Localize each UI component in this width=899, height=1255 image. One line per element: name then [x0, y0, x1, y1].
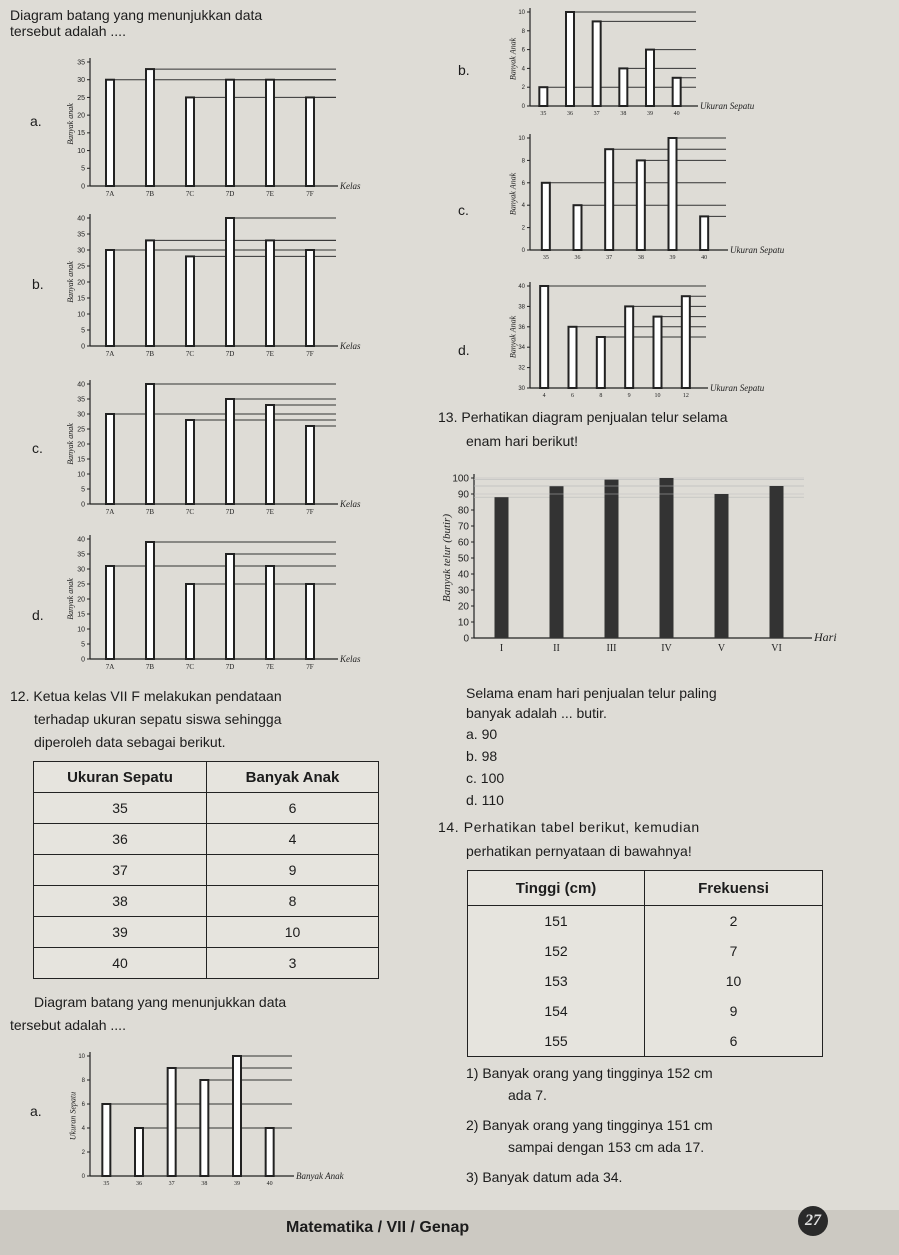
y-tick-label: 15 — [77, 130, 85, 138]
bar — [306, 584, 314, 659]
x-tick-label: 7A — [105, 190, 115, 198]
bar — [135, 1128, 143, 1176]
y-tick-label: 0 — [463, 633, 469, 645]
chart-svg — [428, 458, 837, 668]
bar — [539, 87, 547, 106]
q14-statement-3-line1: 3) Banyak datum ada 34. — [466, 1169, 623, 1185]
q13-option-c[interactable]: c. 100 — [466, 770, 505, 786]
x-tick-label: 39 — [234, 1181, 240, 1187]
y-tick-label: 10 — [77, 626, 85, 634]
x-tick-label: 35 — [540, 111, 547, 117]
x-tick-label: 7F — [306, 508, 314, 516]
table-cell: 7 — [645, 936, 823, 966]
y-tick-label: 25 — [77, 263, 85, 271]
table-cell: 152 — [468, 936, 645, 966]
bar — [495, 497, 509, 638]
x-axis-label: Ukuran Sepatu — [710, 383, 765, 393]
q11-option-c-label[interactable]: c. — [32, 440, 43, 456]
q14-table — [467, 870, 823, 1057]
y-tick-label: 100 — [452, 473, 469, 485]
q12-table-header: Banyak Anak — [207, 762, 379, 793]
table-row — [34, 793, 379, 824]
chart-svg — [490, 6, 810, 121]
y-axis-label: Banyak Anak — [508, 37, 518, 81]
x-tick-label: 38 — [201, 1181, 208, 1187]
y-tick-label: 32 — [518, 365, 525, 372]
q12-text-line2: terhadap ukuran sepatu siswa sehingga — [34, 711, 282, 727]
y-tick-label: 2 — [521, 85, 525, 92]
bar — [266, 1128, 274, 1176]
x-tick-label: 7F — [306, 350, 314, 358]
bar — [186, 420, 194, 504]
x-tick-label: 6 — [571, 393, 574, 399]
bar — [542, 183, 550, 250]
table-cell: 10 — [645, 966, 823, 996]
q12-option-b-label[interactable]: b. — [458, 62, 470, 78]
y-tick-label: 50 — [457, 553, 469, 565]
y-tick-label: 0 — [521, 104, 525, 110]
table-cell: 154 — [468, 996, 645, 1026]
bar — [637, 160, 645, 250]
bar — [226, 80, 234, 186]
table-row — [34, 855, 379, 886]
x-tick-label: 7A — [105, 350, 115, 358]
chart-svg — [490, 280, 820, 400]
x-axis-label: Banyak Anak — [296, 1171, 344, 1181]
y-tick-label: 15 — [77, 456, 85, 464]
y-tick-label: 40 — [77, 381, 85, 389]
x-tick-label: II — [553, 643, 560, 654]
x-axis-label: Ukuran Sepatu — [700, 101, 755, 111]
y-tick-label: 40 — [77, 536, 85, 544]
y-tick-label: 10 — [518, 136, 525, 142]
q13-question-line1: Selama enam hari penjualan telur paling — [466, 685, 717, 701]
q11-option-a-label[interactable]: a. — [30, 113, 42, 129]
x-tick-label: 7C — [185, 350, 195, 358]
y-tick-label: 4 — [521, 203, 525, 210]
q11-option-c-chart — [60, 378, 390, 523]
bar — [619, 68, 627, 106]
y-tick-label: 4 — [81, 1126, 85, 1132]
y-tick-label: 25 — [77, 426, 85, 434]
y-tick-label: 35 — [77, 396, 85, 404]
q13-text-line2: enam hari berikut! — [466, 433, 579, 449]
y-tick-label: 10 — [77, 147, 85, 155]
y-tick-label: 0 — [81, 656, 85, 664]
y-tick-label: 0 — [81, 183, 85, 191]
q14-statement-1-line1: 1) Banyak orang yang tingginya 152 cm — [466, 1065, 713, 1081]
bar — [266, 566, 274, 659]
x-tick-label: 7D — [225, 190, 235, 198]
table-row — [34, 948, 379, 979]
y-tick-label: 15 — [77, 611, 85, 619]
bar — [660, 478, 674, 638]
bar — [168, 1068, 176, 1176]
x-tick-label: 38 — [637, 255, 644, 261]
bar — [226, 218, 234, 346]
y-tick-label: 0 — [81, 1174, 85, 1180]
chart-svg — [60, 533, 390, 678]
page-number: 27 — [798, 1206, 828, 1236]
q12-table — [33, 761, 379, 979]
x-tick-label: 40 — [701, 255, 708, 261]
x-tick-label: 39 — [647, 111, 653, 117]
bar — [574, 205, 582, 250]
bar — [106, 250, 114, 346]
bar — [106, 414, 114, 504]
q12-option-c-label[interactable]: c. — [458, 202, 469, 218]
q11-option-d-chart — [60, 533, 390, 678]
y-tick-label: 30 — [77, 77, 85, 85]
q13-option-a[interactable]: a. 90 — [466, 726, 498, 742]
x-tick-label: IV — [661, 643, 672, 654]
bar — [186, 256, 194, 346]
bar — [550, 486, 564, 638]
x-tick-label: 37 — [593, 111, 600, 117]
table-row — [34, 824, 379, 855]
bar — [593, 21, 601, 106]
table-row — [468, 966, 823, 996]
y-tick-label: 60 — [457, 537, 469, 549]
y-tick-label: 90 — [457, 489, 469, 501]
q13-option-d[interactable]: d. 110 — [466, 792, 504, 808]
x-tick-label: 7B — [145, 190, 155, 198]
y-tick-label: 20 — [457, 601, 469, 613]
q11-intro-line2: tersebut adalah .... — [10, 23, 126, 39]
y-tick-label: 0 — [521, 248, 525, 254]
bar — [146, 69, 154, 186]
table-row — [468, 936, 823, 966]
y-tick-label: 20 — [77, 596, 85, 604]
table-cell: 10 — [207, 917, 379, 948]
x-tick-label: III — [606, 643, 617, 654]
q14-text-line2: perhatikan pernyataan di bawahnya! — [466, 843, 692, 859]
y-tick-label: 10 — [457, 617, 469, 629]
q12-text-line3: diperoleh data sebagai berikut. — [34, 734, 226, 750]
bar — [306, 250, 314, 346]
y-tick-label: 2 — [81, 1150, 85, 1156]
x-tick-label: 10 — [654, 393, 661, 399]
x-tick-label: 40 — [266, 1181, 273, 1187]
x-tick-label: 35 — [542, 255, 549, 261]
y-tick-label: 30 — [77, 411, 85, 419]
y-tick-label: 5 — [81, 486, 85, 494]
table-row — [468, 996, 823, 1026]
y-axis-label: Banyak telur (butir) — [441, 514, 453, 602]
q11-option-b-chart — [60, 210, 390, 365]
q14-text-line1: 14. Perhatikan tabel berikut, kemudian — [438, 819, 700, 835]
y-tick-label: 35 — [77, 231, 85, 239]
x-tick-label: 7D — [225, 508, 235, 516]
bar — [233, 1056, 241, 1176]
q12-text-line1: 12. Ketua kelas VII F melakukan pendataan — [10, 688, 282, 704]
y-tick-label: 20 — [77, 279, 85, 287]
y-axis-label: Banyak anak — [66, 261, 76, 303]
y-tick-label: 25 — [77, 94, 85, 102]
y-tick-label: 35 — [77, 551, 85, 559]
q11-intro-line1: Diagram batang yang menunjukkan data — [10, 7, 263, 23]
x-axis-label: Kelas — [340, 181, 361, 191]
y-tick-label: 2 — [521, 225, 525, 232]
q11-option-a-chart — [60, 54, 390, 204]
y-tick-label: 6 — [521, 47, 525, 54]
chart-svg — [490, 132, 820, 262]
bar — [266, 240, 274, 346]
table-cell: 2 — [645, 906, 823, 937]
q13-egg-sales-chart — [428, 458, 837, 668]
bar — [106, 566, 114, 659]
y-tick-label: 4 — [521, 66, 525, 73]
q14-table-header: Frekuensi — [645, 871, 823, 906]
table-cell: 9 — [207, 855, 379, 886]
y-axis-label: Ukuran Sepatu — [68, 1091, 78, 1141]
q12-option-c-chart — [490, 132, 820, 262]
bar — [306, 97, 314, 186]
x-tick-label: 7C — [185, 663, 195, 671]
q14-statement-2-line1: 2) Banyak orang yang tingginya 151 cm — [466, 1117, 713, 1133]
x-tick-label: 7C — [185, 190, 195, 198]
q11-option-d-label[interactable]: d. — [32, 607, 44, 623]
x-tick-label: V — [717, 643, 726, 654]
x-tick-label: 7E — [266, 190, 274, 198]
bar — [597, 337, 605, 388]
q12-option-a-label[interactable]: a. — [30, 1103, 42, 1119]
bar — [700, 216, 708, 250]
table-cell: 6 — [207, 793, 379, 824]
y-tick-label: 38 — [518, 304, 525, 311]
x-tick-label: 7D — [225, 663, 235, 671]
y-tick-label: 34 — [518, 345, 525, 352]
x-tick-label: 7F — [306, 190, 314, 198]
bar — [266, 405, 274, 504]
y-tick-label: 25 — [77, 581, 85, 589]
y-tick-label: 8 — [521, 158, 525, 165]
y-tick-label: 5 — [81, 327, 85, 335]
x-tick-label: 7E — [266, 350, 274, 358]
footer-title: Matematika / VII / Genap — [286, 1219, 470, 1236]
x-tick-label: 37 — [168, 1181, 175, 1187]
x-tick-label: I — [499, 643, 504, 654]
x-tick-label: 36 — [567, 111, 573, 117]
table-row — [34, 886, 379, 917]
table-row — [468, 1026, 823, 1057]
y-tick-label: 10 — [518, 10, 525, 16]
x-tick-label: 9 — [627, 393, 631, 399]
bar — [186, 584, 194, 659]
x-tick-label: 7A — [105, 508, 115, 516]
q12-option-b-chart — [490, 6, 810, 121]
y-tick-label: 30 — [77, 566, 85, 574]
y-tick-label: 40 — [77, 215, 85, 223]
bar — [146, 542, 154, 659]
table-cell: 153 — [468, 966, 645, 996]
table-cell: 155 — [468, 1026, 645, 1057]
chart-svg — [60, 54, 390, 204]
x-axis-label: Kelas — [340, 499, 361, 509]
x-tick-label: 7A — [105, 663, 115, 671]
bar — [715, 494, 729, 638]
table-cell: 39 — [34, 917, 207, 948]
x-tick-label: VI — [771, 643, 782, 654]
y-axis-label: Banyak anak — [66, 103, 76, 145]
x-tick-label: 36 — [136, 1181, 142, 1187]
q14-statement-2-line2: sampai dengan 153 cm ada 17. — [508, 1139, 705, 1155]
y-tick-label: 35 — [77, 59, 85, 67]
bar — [605, 149, 613, 250]
x-tick-label: 38 — [620, 111, 627, 117]
x-tick-label: 7F — [306, 663, 314, 671]
q14-statement-1-line2: ada 7. — [508, 1087, 547, 1103]
q11-option-b-label[interactable]: b. — [32, 276, 44, 292]
q13-question-line2: banyak adalah ... butir. — [466, 705, 607, 721]
x-tick-label: 7E — [266, 663, 274, 671]
bar — [566, 12, 574, 106]
y-tick-label: 70 — [457, 521, 469, 533]
table-cell: 37 — [34, 855, 207, 886]
bar — [186, 97, 194, 186]
q13-text-line1: 13. Perhatikan diagram penjualan telur selama — [438, 409, 728, 425]
y-tick-label: 10 — [78, 1054, 85, 1060]
q12-question-line1: Diagram batang yang menunjukkan data — [34, 994, 287, 1010]
bar — [106, 80, 114, 186]
x-axis-label: Hari — [814, 630, 837, 644]
x-tick-label: 12 — [682, 393, 689, 399]
bar — [770, 486, 784, 638]
y-tick-label: 0 — [81, 343, 85, 351]
y-tick-label: 8 — [521, 28, 525, 35]
y-tick-label: 15 — [77, 295, 85, 303]
table-cell: 3 — [207, 948, 379, 979]
chart-svg — [60, 1050, 390, 1190]
q13-option-b[interactable]: b. 98 — [466, 748, 498, 764]
x-tick-label: 7E — [266, 508, 274, 516]
bar — [146, 240, 154, 346]
y-tick-label: 40 — [457, 569, 469, 581]
x-tick-label: 8 — [599, 393, 603, 399]
table-cell: 35 — [34, 793, 207, 824]
x-tick-label: 7B — [145, 508, 155, 516]
x-tick-label: 37 — [606, 255, 613, 261]
bar — [682, 296, 690, 388]
y-tick-label: 6 — [81, 1102, 85, 1108]
bar — [625, 306, 633, 388]
x-tick-label: 7B — [145, 663, 155, 671]
table-row — [34, 917, 379, 948]
y-tick-label: 30 — [518, 386, 525, 392]
y-tick-label: 8 — [81, 1078, 85, 1084]
y-axis-label: Banyak Anak — [508, 315, 518, 359]
y-tick-label: 30 — [77, 247, 85, 255]
y-axis-label: Banyak Anak — [508, 172, 518, 216]
x-tick-label: 7C — [185, 508, 195, 516]
bar — [226, 554, 234, 659]
x-tick-label: 36 — [574, 255, 581, 261]
x-axis-label: Kelas — [340, 341, 361, 351]
bar — [654, 317, 662, 388]
q12-option-d-chart — [490, 280, 820, 400]
bar — [102, 1104, 110, 1176]
y-tick-label: 6 — [521, 180, 525, 187]
bar — [605, 480, 619, 638]
table-cell: 38 — [34, 886, 207, 917]
bar — [540, 286, 548, 388]
y-tick-label: 10 — [77, 471, 85, 479]
table-row — [468, 906, 823, 937]
table-cell: 8 — [207, 886, 379, 917]
x-axis-label: Kelas — [340, 654, 361, 664]
table-cell: 4 — [207, 824, 379, 855]
bar — [226, 399, 234, 504]
q12-option-d-label[interactable]: d. — [458, 342, 470, 358]
table-cell: 40 — [34, 948, 207, 979]
chart-svg — [60, 378, 390, 523]
x-tick-label: 40 — [673, 111, 680, 117]
y-tick-label: 36 — [518, 324, 525, 331]
x-tick-label: 35 — [103, 1181, 110, 1187]
q14-table-header: Tinggi (cm) — [468, 871, 645, 906]
q12-option-a-chart — [60, 1050, 390, 1190]
q12-question-line2: tersebut adalah .... — [10, 1017, 126, 1033]
bar — [200, 1080, 208, 1176]
x-axis-label: Ukuran Sepatu — [730, 245, 785, 255]
y-tick-label: 20 — [77, 441, 85, 449]
bar — [569, 327, 577, 388]
x-tick-label: 39 — [669, 255, 676, 261]
bar — [669, 138, 677, 250]
chart-svg — [60, 210, 390, 365]
x-tick-label: 4 — [542, 393, 546, 399]
q12-table-header: Ukuran Sepatu — [34, 762, 207, 793]
y-tick-label: 5 — [81, 165, 85, 173]
bar — [266, 80, 274, 186]
y-tick-label: 0 — [81, 501, 85, 509]
y-tick-label: 80 — [457, 505, 469, 517]
y-tick-label: 30 — [457, 585, 469, 597]
bar — [646, 50, 654, 106]
bar — [306, 426, 314, 504]
y-tick-label: 20 — [77, 112, 85, 120]
bar — [673, 78, 681, 106]
y-axis-label: Banyak anak — [66, 423, 76, 465]
y-tick-label: 5 — [81, 641, 85, 649]
bar — [146, 384, 154, 504]
y-axis-label: Banyak anak — [66, 578, 76, 620]
table-cell: 6 — [645, 1026, 823, 1057]
y-tick-label: 40 — [518, 284, 525, 290]
x-tick-label: 7B — [145, 350, 155, 358]
y-tick-label: 10 — [77, 311, 85, 319]
table-cell: 151 — [468, 906, 645, 937]
table-cell: 36 — [34, 824, 207, 855]
table-cell: 9 — [645, 996, 823, 1026]
x-tick-label: 7D — [225, 350, 235, 358]
